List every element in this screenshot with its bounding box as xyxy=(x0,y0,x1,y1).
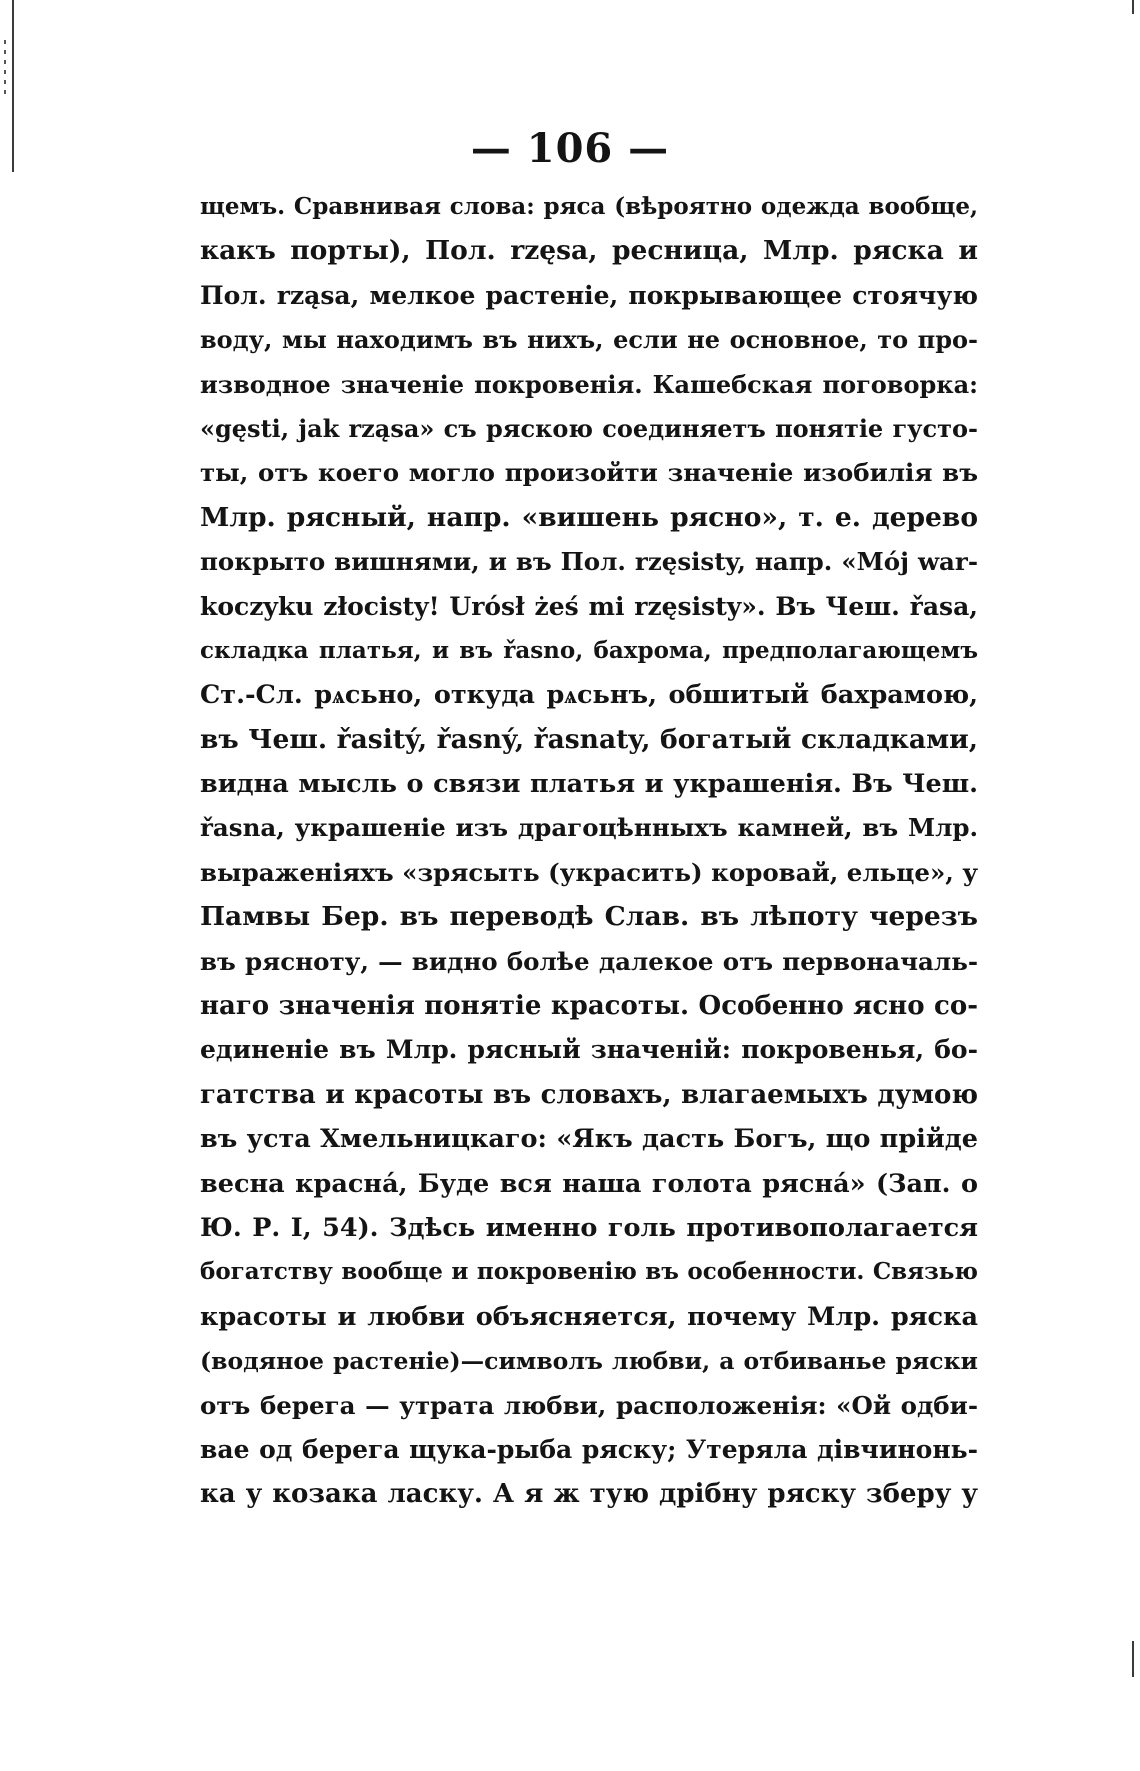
text-line: Ю. Р. I, 54). Здѣсь именно голь противополагается xyxy=(200,1212,978,1243)
scan-edge-marks xyxy=(4,40,6,100)
text-line: Памвы Бер. въ переводѣ Слав. въ лѣпоту черезъ xyxy=(200,901,978,933)
scan-edge-right-mark xyxy=(1132,1641,1134,1677)
text-line: «gęsti, jak rząsa» съ ряскою соединяетъ понятіе густо- xyxy=(200,413,978,443)
text-line: богатству вообще и покровенію въ особенности. Связью xyxy=(200,1258,978,1286)
text-line: отъ берега — утрата любви, расположенія: «Ой одби- xyxy=(200,1390,978,1420)
text-line: въ рясноту, — видно болѣе далекое отъ первоначаль- xyxy=(200,946,978,976)
text-line: koczyku złocisty! Urósł żeś mi rzęsisty». Въ Чеш. řasa, xyxy=(200,591,978,621)
text-line: весна красна́, Буде вся наша голота рясна́» (Зап. о xyxy=(200,1168,978,1199)
text-line: воду, мы находимъ въ нихъ, если не основное, то про- xyxy=(200,325,978,355)
text-line: Ст.-Сл. рѧсьно, откуда рѧсьнъ, обшитый бахрамою, xyxy=(200,680,978,711)
text-line: (водяное растеніе)—символъ любви, а отбиванье ряски xyxy=(200,1347,978,1376)
text-line: какъ порты), Пол. rzęsa, ресница, Млр. ряска и xyxy=(200,235,978,267)
text-line: гатства и красоты въ словахъ, влагаемыхъ думою xyxy=(200,1079,978,1110)
text-line: въ уста Хмельницкаго: «Якъ дасть Богъ, що прійде xyxy=(200,1124,978,1155)
text-line: Млр. рясный, напр. «вишень рясно», т. е. дерево xyxy=(200,501,978,533)
text-line: единеніе въ Млр. рясный значеній: покровенья, бо- xyxy=(200,1035,978,1065)
text-line: вае од берега щука-рыба ряску; Утеряла дівчинонь- xyxy=(200,1434,978,1464)
text-line: изводное значеніе покровенія. Кашебская поговорка: xyxy=(200,369,978,399)
text-line: наго значенія понятіе красоты. Особенно ясно со- xyxy=(200,991,978,1022)
page-number: — 106 — xyxy=(470,125,670,172)
text-line: щемъ. Сравнивая слова: ряса (вѣроятно одежда вообще, xyxy=(200,193,978,220)
text-line: складка платья, и въ řasno, бахрома, предполагающемъ xyxy=(200,636,978,664)
body-text xyxy=(200,185,978,1517)
scan-edge-right-top xyxy=(1132,0,1134,14)
text-line: řasna, украшеніе изъ драгоцѣнныхъ камней, въ Млр. xyxy=(200,813,978,843)
text-line: ка у козака ласку. А я ж тую дрібну ряску зберу у xyxy=(200,1479,978,1510)
text-line: красоты и любви объясняется, почему Млр. ряска xyxy=(200,1301,978,1332)
text-line: Пол. rząsa, мелкое растеніе, покрывающее стоячую xyxy=(200,280,978,310)
text-line: выраженіяхъ «зрясыть (украсить) коровай, ельце», у xyxy=(200,857,978,887)
text-line: видна мысль о связи платья и украшенія. Въ Чеш. xyxy=(200,769,978,800)
text-line: покрыто вишнями, и въ Пол. rzęsisty, напр. «Mój war- xyxy=(200,547,978,577)
text-line: въ Чеш. řasitý, řasný, řasnaty, богатый складками, xyxy=(200,723,978,755)
text-line: ты, отъ коего могло произойти значеніе изобилія въ xyxy=(200,458,978,488)
